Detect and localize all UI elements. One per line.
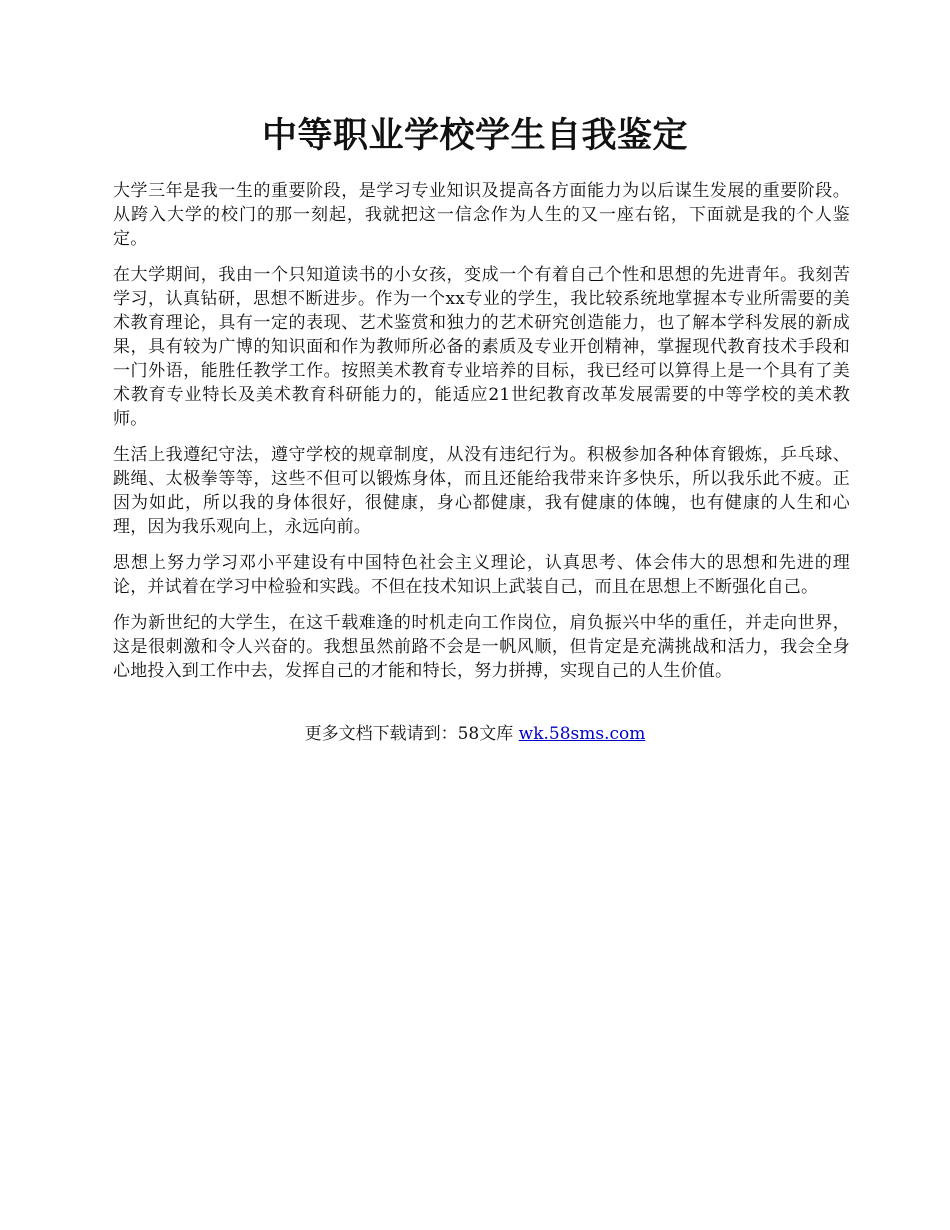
paragraph-intro: 大学三年是我一生的重要阶段，是学习专业知识及提高各方面能力为以后谋生发展的重要阶段。从跨入大学的校门的那一刻起，我就把这一信念作为人生的又一座右铭，下面就是我的个人鉴定。 bbox=[113, 181, 850, 249]
paragraph-study: 在大学期间，我由一个只知道读书的小女孩，变成一个有着自己个性和思想的先进青年。我刻苦学习，认真钻研，思想不断进步。作为一个xx专业的学生，我比较系统地掌握本专业所需要的美术教育理论，具有一定的表现、艺术鉴赏和独力的艺术研究创造能力，也了解本学科发展的新成果，具有较为广博的知识面和作为教师所必备的素质及专业开创精神，掌握现代教育技术手段和一门外语，能胜任教学工作。按照美术教育专业培养的目标，我已经可以算得上是一个具有了美术教育专业特长及美术教育科研能力的，能适应21世纪教育改革发展需要的中等学校的美术教师。 bbox=[113, 265, 850, 429]
paragraph-outlook: 作为新世纪的大学生，在这千载难逢的时机走向工作岗位，肩负振兴中华的重任，并走向世界，这是很刺激和令人兴奋的。我想虽然前路不会是一帆风顺，但肯定是充满挑战和活力，我会全身心地投入到工作中去，发挥自己的才能和特长，努力拼搏，实现自己的人生价值。 bbox=[113, 613, 850, 681]
paragraph-life: 生活上我遵纪守法，遵守学校的规章制度，从没有违纪行为。积极参加各种体育锻炼，乒乓球、跳绳、太极拳等等，这些不但可以锻炼身体，而且还能给我带来许多快乐，所以我乐此不疲。正因为如此，所以我的身体很好，很健康，身心都健康，我有健康的体魄，也有健康的人生和心理，因为我乐观向上，永远向前。 bbox=[113, 445, 850, 537]
document-body bbox=[113, 179, 850, 695]
footer-link[interactable]: wk.58sms.com bbox=[518, 724, 646, 744]
paragraph-thought: 思想上努力学习邓小平建设有中国特色社会主义理论，认真思考、体会伟大的思想和先进的理论，并试着在学习中检验和实践。不但在技术知识上武装自己，而且在思想上不断强化自己。 bbox=[113, 553, 850, 597]
download-footer bbox=[0, 722, 950, 746]
document-title: 中等职业学校学生自我鉴定 bbox=[261, 115, 688, 156]
footer-prefix: 更多文档下载请到：58文库 bbox=[304, 724, 519, 744]
